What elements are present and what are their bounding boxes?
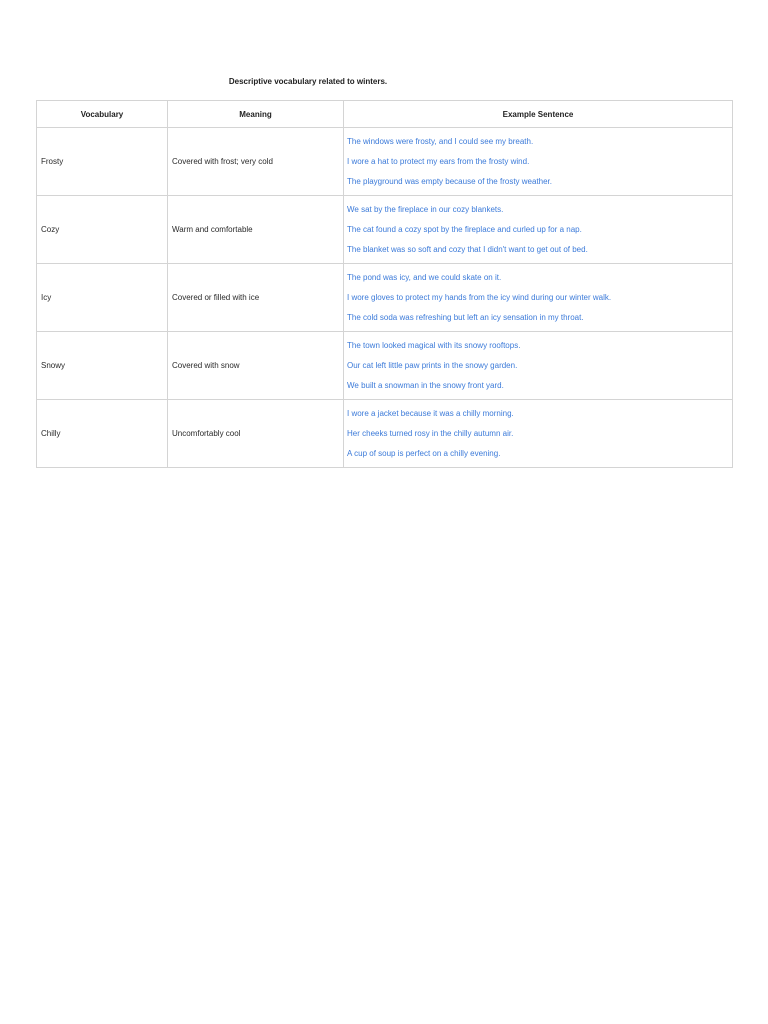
table-row [37, 264, 733, 332]
example-sentence: The town looked magical with its snowy rooftops. [347, 340, 521, 350]
word-meaning: Covered or filled with ice [168, 264, 344, 332]
table-header-row [37, 101, 733, 128]
vocabulary-word: Icy [37, 264, 168, 332]
example-sentence: The playground was empty because of the frosty weather. [347, 176, 553, 186]
vocabulary-word: Cozy [37, 196, 168, 264]
word-meaning: Uncomfortably cool [168, 400, 344, 468]
example-sentences [344, 400, 733, 468]
header-meaning: Meaning [168, 101, 344, 128]
example-sentence: We sat by the fireplace in our cozy blankets. [347, 204, 504, 214]
table-row [37, 332, 733, 400]
vocabulary-word: Frosty [37, 128, 168, 196]
example-sentences [344, 264, 733, 332]
example-sentence: The cat found a cozy spot by the fireplace and curled up for a nap. [347, 224, 582, 234]
vocabulary-word: Chilly [37, 400, 168, 468]
word-meaning: Warm and comfortable [168, 196, 344, 264]
table-row [37, 400, 733, 468]
document-title: Descriptive vocabulary related to winters. [228, 77, 388, 86]
table-row [37, 128, 733, 196]
word-meaning: Covered with snow [168, 332, 344, 400]
example-sentence: A cup of soup is perfect on a chilly evening. [347, 448, 501, 458]
example-sentence: Our cat left little paw prints in the snowy garden. [347, 360, 518, 370]
example-sentence: The cold soda was refreshing but left an icy sensation in my throat. [347, 312, 584, 322]
example-sentence: We built a snowman in the snowy front yard. [347, 380, 504, 390]
example-sentences [344, 196, 733, 264]
example-sentence: I wore a jacket because it was a chilly morning. [347, 408, 514, 418]
example-sentence: I wore a hat to protect my ears from the frosty wind. [347, 156, 530, 166]
example-sentences [344, 332, 733, 400]
header-example-sentence: Example Sentence [344, 101, 733, 128]
word-meaning: Covered with frost; very cold [168, 128, 344, 196]
example-sentence: I wore gloves to protect my hands from the icy wind during our winter walk. [347, 292, 612, 302]
table-row [37, 196, 733, 264]
vocabulary-table [36, 100, 733, 468]
example-sentence: The windows were frosty, and I could see my breath. [347, 136, 534, 146]
header-vocabulary: Vocabulary [37, 101, 168, 128]
vocabulary-word: Snowy [37, 332, 168, 400]
example-sentence: The pond was icy, and we could skate on it. [347, 272, 502, 282]
example-sentences [344, 128, 733, 196]
example-sentence: The blanket was so soft and cozy that I didn't want to get out of bed. [347, 244, 588, 254]
example-sentence: Her cheeks turned rosy in the chilly autumn air. [347, 428, 514, 438]
